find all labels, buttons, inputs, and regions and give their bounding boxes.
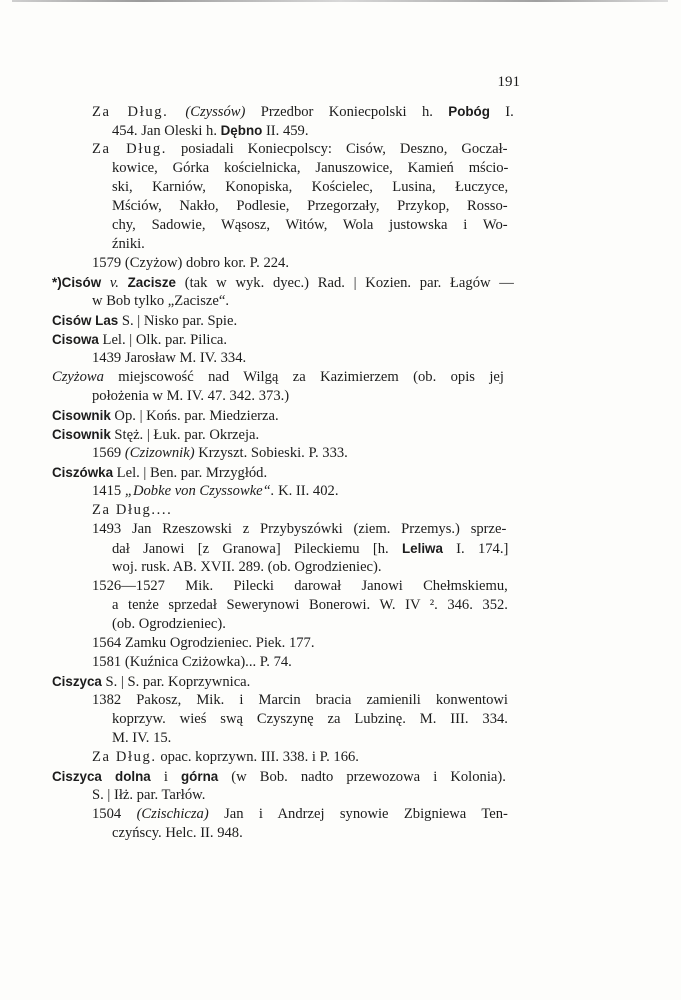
text-run: Op. | Końs. par. Miedzierza. [110, 408, 279, 424]
text-line [112, 596, 508, 615]
italic-run: (Czyssów) [185, 104, 246, 120]
text-line [112, 710, 508, 729]
text-run: kowice, Górka kościelnicka, Januszowice, Kamień mścio- [112, 160, 509, 176]
text-run: (tak w wyk. dyec.) Rad. | Kozien. par. Łagów — [176, 275, 514, 291]
text-line [52, 330, 227, 349]
text-run: miejscowość nad Wilgą za Kazimierzem (ob. opis jej [103, 369, 504, 385]
text-line [92, 691, 508, 710]
text-run: 1579 (Czyżow) dobro kor. P. 224. [92, 255, 290, 271]
text-run: S. | S. par. Koprzywnica. [101, 674, 251, 690]
text-run: koprzyw. wieś swą Czyszynę za Lubzinę. M. III. 334. [112, 711, 508, 727]
text-run: 1493 Jan Rzeszowski z Przybyszówki (ziem. Przemys.) sprze- [92, 521, 507, 537]
text-run: 1504 [92, 806, 137, 822]
headword: *)Cisów [52, 275, 102, 290]
text-line [92, 140, 508, 159]
headword: Leliwa [401, 541, 443, 556]
text-run: 1439 Jarosław M. IV. 334. [92, 350, 247, 366]
top-edge-rule [12, 0, 668, 2]
text-line [112, 121, 309, 140]
text-run: I. 174.] [442, 541, 509, 557]
text-run: 1382 Pakosz, Mik. i Marcin bracia zamienili konwentowi [92, 692, 508, 708]
text-line [52, 463, 267, 482]
text-line [112, 615, 226, 634]
text-line [112, 558, 382, 577]
text-line [112, 729, 171, 748]
text-run: 1581 (Kuźnica Cziżowka)... P. 74. [92, 654, 292, 670]
text-run: Za Dług. [92, 104, 186, 120]
headword: Dębno [220, 123, 263, 138]
headword: Ciszyca dolna [52, 769, 151, 784]
text-line [92, 577, 508, 596]
text-run: woj. rusk. AB. XVII. 289. (ob. Ogrodzieniec). [112, 559, 382, 575]
text-line [52, 672, 250, 691]
headword: Zacisze [127, 275, 177, 290]
text-run: dał Janowi [z Granowa] Pileckiemu [h. [112, 541, 402, 557]
text-line [52, 273, 514, 292]
text-line [112, 539, 508, 558]
text-line [52, 767, 506, 786]
headword: Ciszyca [52, 674, 102, 689]
text-run: Lel. | Ben. par. Mrzygłód. [113, 465, 268, 481]
text-line [112, 235, 145, 254]
page-number: 191 [497, 74, 520, 90]
text-line [52, 425, 259, 444]
text-run: Za Dług.... [92, 502, 173, 518]
text-line [112, 216, 508, 235]
text-run: I. [489, 104, 514, 120]
text-line [52, 368, 504, 387]
text-run: 1415 [92, 483, 125, 499]
text-line [92, 254, 289, 273]
text-line [52, 406, 279, 425]
text-run: czyńscy. Helc. II. 948. [112, 825, 243, 841]
text-line [112, 197, 508, 216]
text-line [92, 102, 514, 121]
text-run: ski, Karniów, Konopiska, Kościelec, Lusina, Łuczyce, [112, 179, 509, 195]
italic-run: Czyżowa [52, 369, 104, 385]
text-line [92, 292, 229, 311]
text-run: 1564 Zamku Ogrodzieniec. Piek. 177. [92, 635, 315, 651]
text-run: posiadali Koniecpolscy: Cisów, Deszno, Goczał- [167, 141, 508, 157]
headword: Cisownik [52, 408, 111, 423]
text-line [92, 634, 315, 653]
text-run: 1526—1527 Mik. Pilecki darował Janowi Chełmskiemu, [92, 578, 508, 594]
text-run: II. 459. [262, 123, 309, 139]
text-run: (ob. Ogrodzieniec). [112, 616, 226, 632]
text-run: w Bob tylko „Zacisze“. [92, 293, 229, 309]
text-run: 454. Jan Oleski h. [112, 123, 221, 139]
text-run: Za Dług. [92, 749, 157, 765]
headword: górna [181, 769, 219, 784]
headword: Cisowa [52, 332, 99, 347]
text-run: a tenże sprzedał Sewerynowi Bonerowi. W. IV ². 346. 352. [112, 597, 508, 613]
text-line [52, 311, 237, 330]
text-run [101, 275, 110, 291]
headword: Cisownik [52, 427, 111, 442]
text-line [92, 482, 338, 501]
text-run [119, 275, 128, 291]
headword: Pobóg [448, 104, 490, 119]
text-run: i [150, 769, 181, 785]
text-run: źniki. [112, 236, 145, 252]
text-run: Krzyszt. Sobieski. P. 333. [194, 445, 348, 461]
italic-run: „Dobke von Czyssowke“. [124, 483, 275, 499]
text-line [92, 805, 508, 824]
text-run: Mściów, Nakło, Podlesie, Przegorzały, Przykop, Rosso- [112, 198, 508, 214]
text-line [92, 520, 506, 539]
text-line [92, 444, 348, 463]
text-run: 1569 [92, 445, 125, 461]
headword: Ciszówka [52, 465, 114, 480]
italic-run: (Czizownik) [124, 445, 195, 461]
headword: Cisów Las [52, 313, 119, 328]
text-line [92, 748, 359, 767]
italic-run: (Czischicza) [136, 806, 209, 822]
text-line [92, 653, 292, 672]
text-line [112, 178, 508, 197]
text-line [112, 824, 243, 843]
text-run: Stęż. | Łuk. par. Okrzeja. [110, 427, 260, 443]
text-run: Lel. | Olk. par. Pilica. [98, 332, 228, 348]
text-run: Za Dług. [92, 141, 168, 157]
text-run: M. IV. 15. [112, 730, 172, 746]
text-run: chy, Sadowie, Wąsosz, Witów, Wola justowska i Wo- [112, 217, 508, 233]
text-line [112, 159, 508, 178]
text-line [92, 387, 289, 406]
text-line [92, 786, 205, 805]
text-line [92, 349, 246, 368]
text-run: K. II. 402. [274, 483, 339, 499]
text-run: Przedbor Koniecpolski h. [245, 104, 449, 120]
text-run: opac. koprzywn. III. 338. i P. 166. [156, 749, 359, 765]
italic-run: v. [109, 275, 119, 291]
text-run: (w Bob. nadto przewozowa i Kolonia). [218, 769, 506, 785]
text-run: Jan i Andrzej synowie Zbigniewa Ten- [208, 806, 508, 822]
text-run: S. | Nisko par. Spie. [118, 313, 238, 329]
text-run: położenia w M. IV. 47. 342. 373.) [92, 388, 290, 404]
text-line [92, 501, 172, 520]
text-run: S. | Iłż. par. Tarłów. [92, 787, 206, 803]
